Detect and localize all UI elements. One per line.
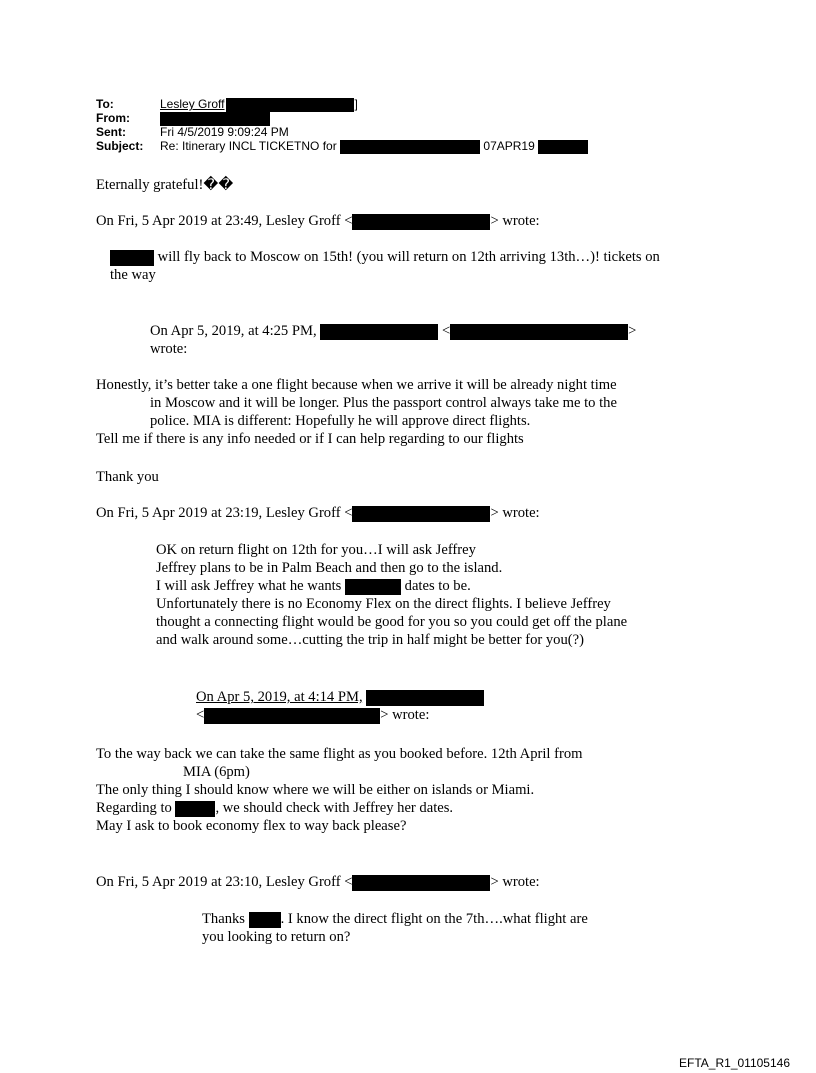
para-3-line-1: To the way back we can take the same flight as you booked before. 12th April from [96, 746, 583, 762]
para-2-line-1: OK on return flight on 12th for you…I will ask Jeffrey [156, 542, 476, 558]
quote-1-line-1: will fly back to Moscow on 15th! (you will return on 12th arriving 13th…)! tickets on [110, 248, 660, 266]
para-4-line-1: Thanks . I know the direct flight on the 7th….what flight are [202, 911, 588, 927]
document-id: EFTA_R1_01105146 [679, 1056, 790, 1070]
redaction [320, 324, 438, 340]
para-1-line-4: Tell me if there is any info needed or if I can help regarding to our flights [96, 431, 524, 447]
para-2-line-6: and walk around some…cutting the trip in half might be better for you(?) [156, 632, 584, 648]
quote-header-2-wrote: wrote: [150, 341, 188, 357]
redaction [340, 140, 480, 154]
grateful-line: Eternally grateful!�� [96, 177, 234, 193]
subject-label: Subject: [96, 139, 144, 153]
para-3-line-3: The only thing I should know where we will be either on islands or Miami. [96, 782, 535, 798]
para-2-line-4: Unfortunately there is no Economy Flex on the direct flights. I believe Jeffrey [156, 596, 611, 612]
from-label: From: [96, 111, 130, 125]
from-value [160, 111, 270, 126]
para-3-line-4: Regarding to , we should check with Jeffrey her dates. [96, 800, 454, 816]
redaction [226, 98, 354, 112]
sent-label: Sent: [96, 125, 126, 139]
quote-header-5: On Fri, 5 Apr 2019 at 23:10, Lesley Groff < > wrote: [96, 874, 540, 890]
to-value: Lesley Groff ] [160, 97, 358, 111]
redaction [110, 250, 154, 266]
quote-header-2: On Apr 5, 2019, at 4:25 PM, < > [150, 323, 637, 339]
quote-header-3: On Fri, 5 Apr 2019 at 23:19, Lesley Groff < > wrote: [96, 505, 540, 521]
sent-value: Fri 4/5/2019 9:09:24 PM [160, 125, 289, 139]
para-3-line-2: MIA (6pm) [183, 764, 250, 780]
para-2-line-5: thought a connecting flight would be good for you so you could get off the plane [156, 614, 628, 630]
para-1-line-3: police. MIA is different: Hopefully he will approve direct flights. [150, 413, 531, 429]
para-1-line-2: in Moscow and it will be longer. Plus the passport control always take me to the [150, 395, 617, 411]
quote-header-4-email: < > wrote: [196, 707, 430, 723]
para-1-line-1: Honestly, it’s better take a one flight because when we arrive it will be already night time [96, 377, 617, 393]
subject-value: Re: Itinerary INCL TICKETNO for 07APR19 [160, 139, 588, 154]
redaction [160, 112, 270, 126]
para-3-line-5: May I ask to book economy flex to way back please? [96, 818, 407, 834]
redaction [249, 912, 281, 928]
redaction [352, 875, 490, 891]
redaction [345, 579, 401, 595]
redaction [366, 690, 484, 706]
quote-header-1: On Fri, 5 Apr 2019 at 23:49, Lesley Groff < > wrote: [96, 213, 540, 229]
para-2-line-2: Jeffrey plans to be in Palm Beach and then go to the island. [156, 560, 503, 576]
redaction [450, 324, 628, 340]
para-4-line-2: you looking to return on? [202, 929, 351, 945]
para-2-line-3: I will ask Jeffrey what he wants dates to be. [156, 578, 471, 594]
thank-you: Thank you [96, 469, 159, 485]
to-label: To: [96, 97, 114, 111]
redaction [204, 708, 380, 724]
redaction [538, 140, 588, 154]
redaction [352, 214, 490, 230]
redaction [352, 506, 490, 522]
quote-1-line-2: the way [110, 267, 156, 283]
quote-header-4: On Apr 5, 2019, at 4:14 PM, [196, 688, 484, 706]
redaction [175, 801, 215, 817]
